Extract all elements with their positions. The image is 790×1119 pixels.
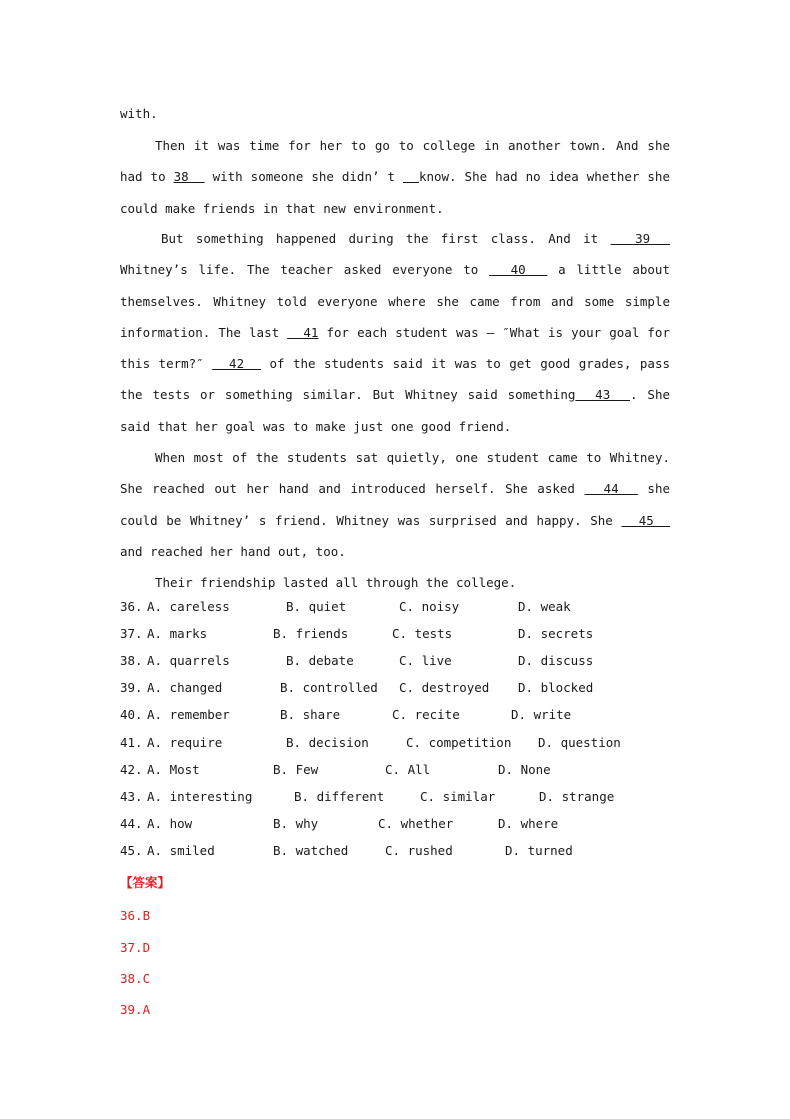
question-number: 45. [120,843,143,858]
option-c: C. destroyed [399,680,490,695]
option-d: D. weak [518,599,571,614]
blank-unnumbered [403,169,419,184]
passage-paragraph-4: Their friendship lasted all through the college. [155,575,517,590]
option-d: D. blocked [518,680,594,695]
passage-paragraph-2: But something happened during the first class. And it 39 Whitney’s life. The teacher asked everyone to 40 a little about themselves. Whitney told everyone where she came from and some simple information. The last 41 for each student was – ″What is your goal for this term?″ 42 of the students said it was to get good grades, pass the tests or something similar. But Whitney said something 43 . She said that her goal was to make just one good friend. [120,231,671,434]
option-c: C. competition [406,735,512,750]
passage-paragraph-3: When most of the students sat quietly, one student came to Whitney. She reached out her hand and introduced herself. She asked 44 she could be Whitney’ s friend. Whitney was surprised and happy. She 45 and reached her hand out, too. [120,450,671,559]
option-d: D. question [538,735,621,750]
option-a: A. Most [147,762,200,777]
option-a: A. interesting [147,789,253,804]
question-number: 38. [120,653,143,668]
answer-item: 38.C [120,971,151,986]
option-d: D. turned [505,843,573,858]
option-d: D. strange [539,789,615,804]
option-c: C. tests [392,626,453,641]
option-c: C. live [399,653,452,668]
question-number: 42. [120,762,143,777]
question-number: 36. [120,599,143,614]
question-number: 43. [120,789,143,804]
option-c: C. recite [392,707,460,722]
blank-42: 42 [212,356,261,372]
option-d: D. write [511,707,572,722]
option-d: D. None [498,762,551,777]
option-b: B. decision [286,735,369,750]
option-b: B. share [280,707,341,722]
option-b: B. different [294,789,385,804]
option-c: C. whether [378,816,454,831]
blank-44: 44 [584,481,638,497]
option-a: A. how [147,816,193,831]
blank-45: 45 [621,512,670,528]
option-d: D. discuss [518,653,594,668]
answer-item: 39.A [120,1002,151,1017]
option-b: B. why [273,816,319,831]
option-b: B. debate [286,653,354,668]
option-a: A. changed [147,680,223,695]
option-c: C. rushed [385,843,453,858]
option-d: D. secrets [518,626,594,641]
passage-paragraph-1: Then it was time for her to go to college in another town. And she had to 38 with someone she didn’ t know. She had no idea whether she could make friends in that new environment. [120,138,670,216]
option-c: C. similar [420,789,496,804]
question-number: 40. [120,707,143,722]
option-c: C. noisy [399,599,460,614]
blank-41: 41 [287,324,319,340]
option-b: B. Few [273,762,319,777]
question-number: 41. [120,735,143,750]
answer-item: 37.D [120,940,151,955]
option-a: A. quarrels [147,653,230,668]
blank-38: 38 [173,169,205,185]
option-c: C. All [385,762,431,777]
question-number: 39. [120,680,143,695]
answer-heading: 【答案】 [120,875,171,890]
question-number: 37. [120,626,143,641]
blank-43: 43 [575,387,630,403]
option-a: A. smiled [147,843,215,858]
option-a: A. careless [147,599,230,614]
option-b: B. quiet [286,599,347,614]
answer-item: 36.B [120,908,151,923]
passage-fragment: with. [120,106,158,121]
option-a: A. marks [147,626,208,641]
blank-40: 40 [489,262,548,278]
option-b: B. watched [273,843,349,858]
option-a: A. remember [147,707,230,722]
option-a: A. require [147,735,223,750]
blank-39: 39 [610,231,671,246]
option-b: B. friends [273,626,349,641]
question-number: 44. [120,816,143,831]
option-d: D. where [498,816,559,831]
option-b: B. controlled [280,680,378,695]
